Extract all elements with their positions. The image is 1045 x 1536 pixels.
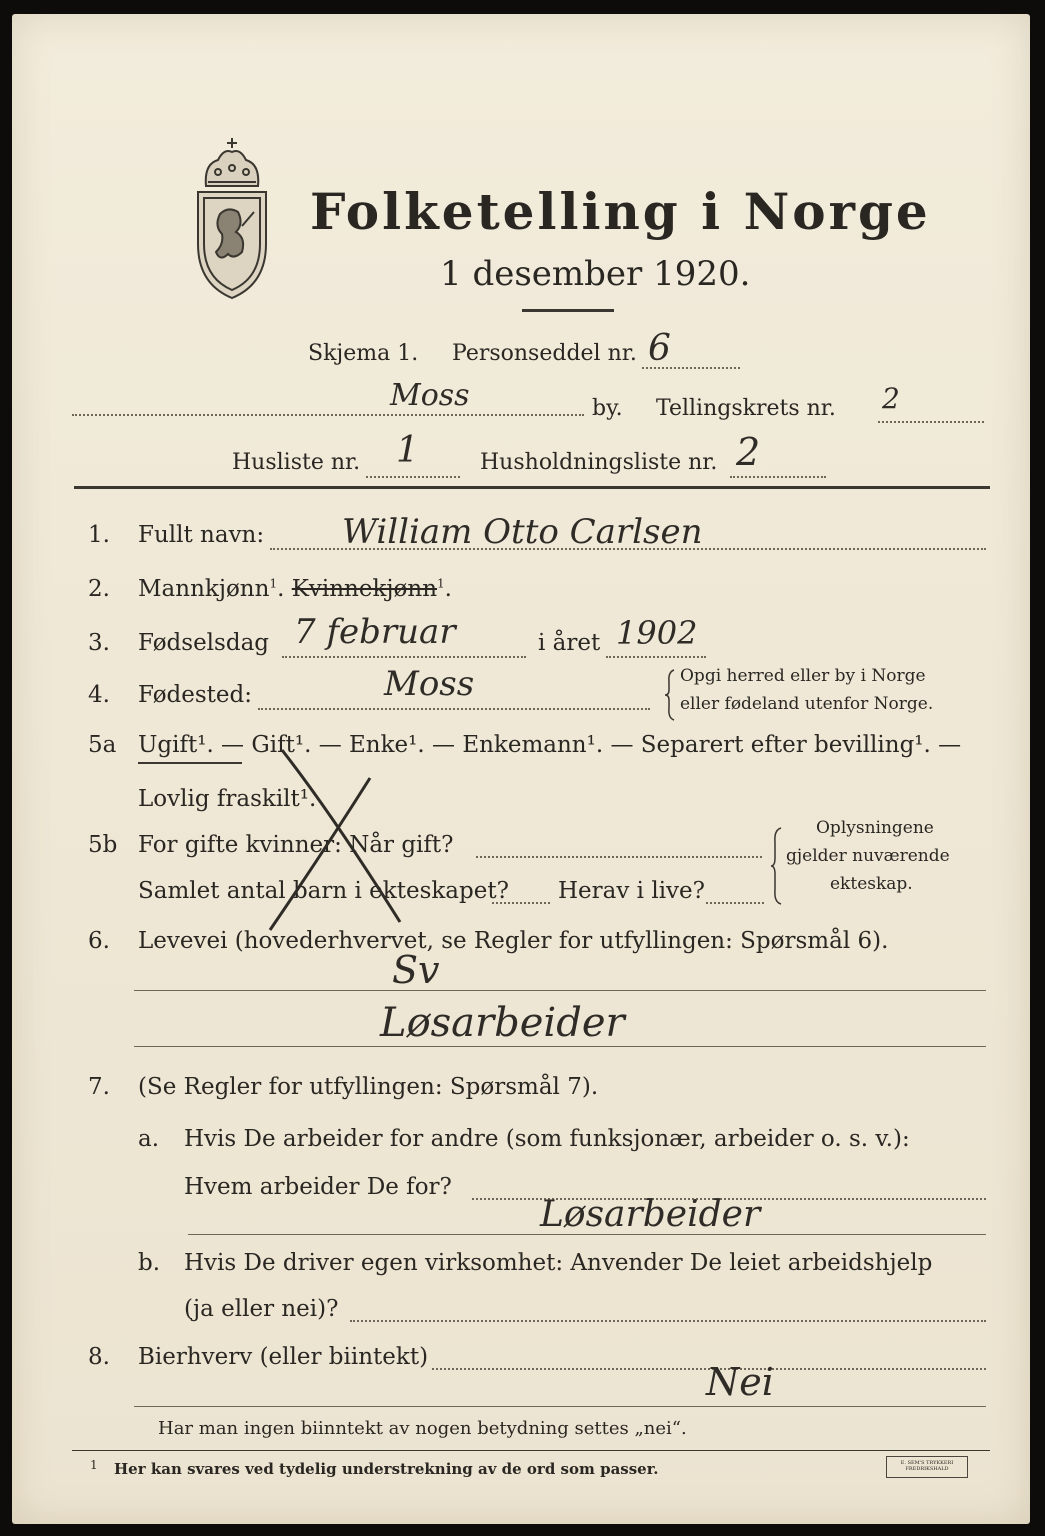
husholdningsliste-line	[730, 476, 826, 478]
q7b-label: Hvis De driver egen virksomhet: Anvender De leiet arbeidshjelp	[184, 1250, 933, 1276]
q6-line-1	[134, 990, 986, 991]
q7a-label: Hvis De arbeider for andre (som funksjonær, arbeider o. s. v.):	[184, 1126, 910, 1152]
footnote-text: Her kan svares ved tydelig understrekning av de ord som passer.	[114, 1460, 659, 1478]
q1-value: William Otto Carlsen	[342, 512, 703, 552]
q6-value-1: Sv	[392, 948, 440, 992]
q5b-children-line	[492, 902, 550, 904]
q3-year-value: 1902	[616, 614, 698, 652]
q8-line-2	[134, 1406, 986, 1407]
q8-label: Bierhverv (eller biintekt)	[138, 1344, 429, 1370]
census-date: 1 desember 1920.	[440, 254, 751, 294]
q1-label: Fullt navn:	[138, 522, 265, 548]
title-divider	[522, 309, 614, 312]
q2-separator: .	[277, 576, 285, 602]
q2-number: 2.	[88, 576, 110, 602]
q4-label: Fødested:	[138, 682, 253, 708]
q4-value: Moss	[384, 664, 475, 704]
q5b-note-brace	[770, 826, 784, 906]
personseddel-label: Personseddel nr.	[452, 341, 637, 366]
q5b-note-line2: gjelder nuværende	[786, 846, 950, 866]
q8-note: Har man ingen biinntekt av nogen betydning settes „nei“.	[158, 1418, 687, 1439]
q5a-number: 5a	[88, 732, 117, 758]
printer-stamp	[886, 1456, 968, 1478]
q7a-letter: a.	[138, 1126, 160, 1152]
census-form	[12, 14, 1030, 1524]
personseddel-value: 6	[648, 328, 671, 369]
by-label: by.	[592, 396, 623, 421]
q8-number: 8.	[88, 1344, 110, 1370]
q5b-alive-line	[706, 902, 764, 904]
printer-stamp-text: E. SEM'S TRYKKERI FREDRIKSHALD	[900, 1460, 954, 1472]
husliste-line	[366, 476, 460, 478]
q5b-note-line3: ekteskap.	[830, 874, 913, 894]
q8-value: Nei	[706, 1360, 774, 1404]
tellingskrets-value: 2	[882, 382, 900, 415]
q3-year-line	[606, 656, 706, 658]
ugift-underline	[138, 762, 242, 764]
q4-number: 4.	[88, 682, 110, 708]
husliste-value: 1	[396, 430, 419, 471]
q7a-question: Hvem arbeider De for?	[184, 1174, 452, 1200]
q5b-number: 5b	[88, 832, 118, 858]
q5b-married-line	[476, 856, 762, 858]
q4-note-brace	[664, 668, 678, 722]
q2-male-option: Mannkjønn	[138, 576, 270, 602]
q5b-alive-label: Herav i live?	[558, 878, 705, 904]
cross-out-mark	[262, 744, 412, 934]
page-title: Folketelling i Norge	[310, 182, 931, 241]
q3-line	[282, 656, 526, 658]
q1-number: 1.	[88, 522, 110, 548]
q7a-value: Løsarbeider	[540, 1194, 761, 1235]
q2-female-option: Kvinnekjønn	[291, 576, 438, 602]
q3-year-label: i året	[538, 630, 601, 656]
q4-note-line1: Opgi herred eller by i Norge	[680, 666, 926, 686]
q4-line	[258, 708, 650, 710]
q2-options	[138, 576, 452, 602]
skjema-label: Skjema 1.	[308, 341, 419, 366]
q7-number: 7.	[88, 1074, 110, 1100]
q5b-married-when: For gifte kvinner: Når gift?	[138, 832, 454, 858]
tellingskrets-line	[878, 421, 984, 423]
q5a-options-line2: Lovlig fraskilt¹.	[138, 786, 317, 812]
q2-footnote-mark-2: 1	[437, 576, 445, 591]
footnote-mark: 1	[90, 1458, 98, 1472]
footnote-divider	[72, 1450, 990, 1451]
q6-value-2: Løsarbeider	[380, 1000, 625, 1046]
q5b-note-line1: Oplysningene	[816, 818, 934, 838]
husholdningsliste-value: 2	[736, 430, 761, 474]
q2-footnote-mark-1: 1	[269, 576, 278, 591]
q6-number: 6.	[88, 928, 110, 954]
husholdningsliste-label: Husholdningsliste nr.	[480, 450, 718, 475]
q7b-letter: b.	[138, 1250, 161, 1276]
coat-of-arms-icon	[184, 134, 280, 304]
by-value: Moss	[390, 378, 470, 413]
q3-value: 7 februar	[294, 612, 456, 652]
by-line	[72, 414, 584, 416]
tellingskrets-label: Tellingskrets nr.	[656, 396, 836, 421]
q7b-question: (ja eller nei)?	[184, 1296, 339, 1322]
q5a-options: Ugift¹. — Gift¹. — Enke¹. — Enkemann¹. — Separert efter bevilling¹. —	[138, 732, 962, 758]
header-divider	[74, 486, 990, 489]
q7b-line	[350, 1320, 986, 1322]
q6-label: Levevei (hovederhvervet, se Regler for utfyllingen: Spørsmål 6).	[138, 928, 889, 954]
q3-label: Fødselsdag	[138, 630, 270, 656]
q6-line-2	[134, 1046, 986, 1047]
q4-note-line2: eller fødeland utenfor Norge.	[680, 694, 934, 714]
husliste-label: Husliste nr.	[232, 450, 361, 475]
q7-label: (Se Regler for utfyllingen: Spørsmål 7).	[138, 1074, 599, 1100]
q3-number: 3.	[88, 630, 110, 656]
q5b-children-label: Samlet antal barn i ekteskapet?	[138, 878, 509, 904]
q2-end: .	[444, 576, 452, 602]
